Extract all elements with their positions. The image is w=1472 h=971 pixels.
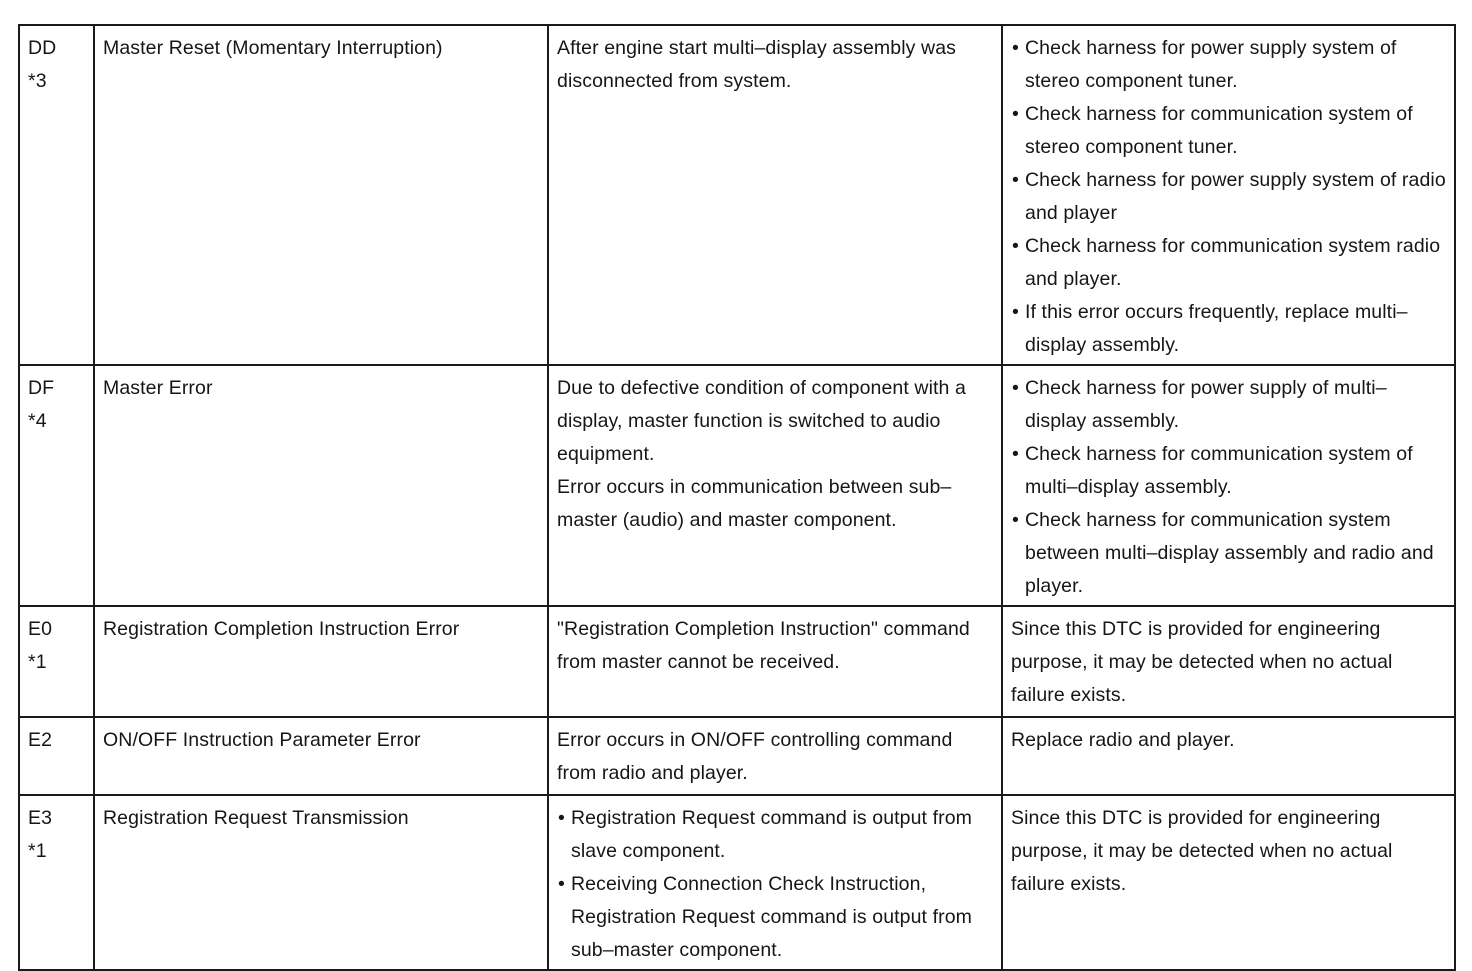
condition-item: • Receiving Connection Check Instruction, Registration Request command is output from sub–master component. (557, 868, 993, 967)
dtc-name: Registration Completion Instruction Error (103, 618, 460, 640)
dtc-name: Registration Request Transmission (103, 807, 409, 829)
condition-text: Error occurs in ON/OFF controlling command from radio and player. (557, 729, 953, 784)
dtc-code: E3 (28, 807, 53, 829)
action-item: • Check harness for communication system of multi–display assembly. (1011, 438, 1446, 504)
dtc-condition-cell (548, 25, 1002, 365)
dtc-note: *4 (28, 410, 47, 432)
condition-text: "Registration Completion Instruction" command from master cannot be received. (557, 618, 970, 673)
dtc-table-sheet (18, 24, 1454, 971)
action-item: • Check harness for communication system radio and player. (1011, 230, 1446, 296)
dtc-action-cell (1002, 795, 1455, 970)
dtc-action-cell (1002, 717, 1455, 795)
action-list (1011, 32, 1446, 362)
table-row (19, 606, 1455, 717)
condition-item: • Registration Request command is output from slave component. (557, 802, 993, 868)
table-row (19, 365, 1455, 606)
dtc-name-cell (94, 795, 548, 970)
dtc-code-cell (19, 365, 94, 606)
condition-text: Due to defective condition of component with a display, master function is switched to audio equipment. (557, 377, 966, 465)
action-text: Since this DTC is provided for engineering purpose, it may be detected when no actual failure exists. (1011, 618, 1393, 706)
dtc-name-cell (94, 717, 548, 795)
condition-list (557, 802, 993, 967)
dtc-code-cell (19, 717, 94, 795)
dtc-note: *1 (28, 651, 47, 673)
dtc-table (18, 24, 1456, 971)
dtc-name-cell (94, 365, 548, 606)
dtc-name-cell (94, 606, 548, 717)
dtc-note: *3 (28, 70, 47, 92)
table-row (19, 25, 1455, 365)
dtc-code-cell (19, 606, 94, 717)
dtc-action-cell (1002, 606, 1455, 717)
action-item: • Check harness for power supply of multi–display assembly. (1011, 372, 1446, 438)
action-item: • If this error occurs frequently, replace multi–display assembly. (1011, 296, 1446, 362)
table-row (19, 717, 1455, 795)
dtc-action-cell (1002, 25, 1455, 365)
table-row (19, 795, 1455, 970)
action-item: • Check harness for power supply system of stereo component tuner. (1011, 32, 1446, 98)
action-text: Replace radio and player. (1011, 729, 1235, 751)
dtc-condition-cell (548, 795, 1002, 970)
dtc-name: Master Error (103, 377, 213, 399)
dtc-condition-cell (548, 606, 1002, 717)
dtc-condition-cell (548, 365, 1002, 606)
dtc-name: Master Reset (Momentary Interruption) (103, 37, 443, 59)
action-list (1011, 372, 1446, 603)
condition-text: Error occurs in communication between sub–master (audio) and master component. (557, 476, 952, 531)
dtc-code: E2 (28, 729, 53, 751)
dtc-code: E0 (28, 618, 53, 640)
dtc-code: DD (28, 37, 57, 59)
dtc-code-cell (19, 795, 94, 970)
dtc-code: DF (28, 377, 55, 399)
dtc-note: *1 (28, 840, 47, 862)
action-item: • Check harness for power supply system of radio and player (1011, 164, 1446, 230)
dtc-code-cell (19, 25, 94, 365)
action-item: • Check harness for communication system of stereo component tuner. (1011, 98, 1446, 164)
dtc-name-cell (94, 25, 548, 365)
condition-text: After engine start multi–display assembly was disconnected from system. (557, 37, 957, 92)
dtc-condition-cell (548, 717, 1002, 795)
dtc-action-cell (1002, 365, 1455, 606)
dtc-name: ON/OFF Instruction Parameter Error (103, 729, 421, 751)
action-text: Since this DTC is provided for engineering purpose, it may be detected when no actual failure exists. (1011, 807, 1393, 895)
action-item: • Check harness for communication system between multi–display assembly and radio and player. (1011, 504, 1446, 603)
